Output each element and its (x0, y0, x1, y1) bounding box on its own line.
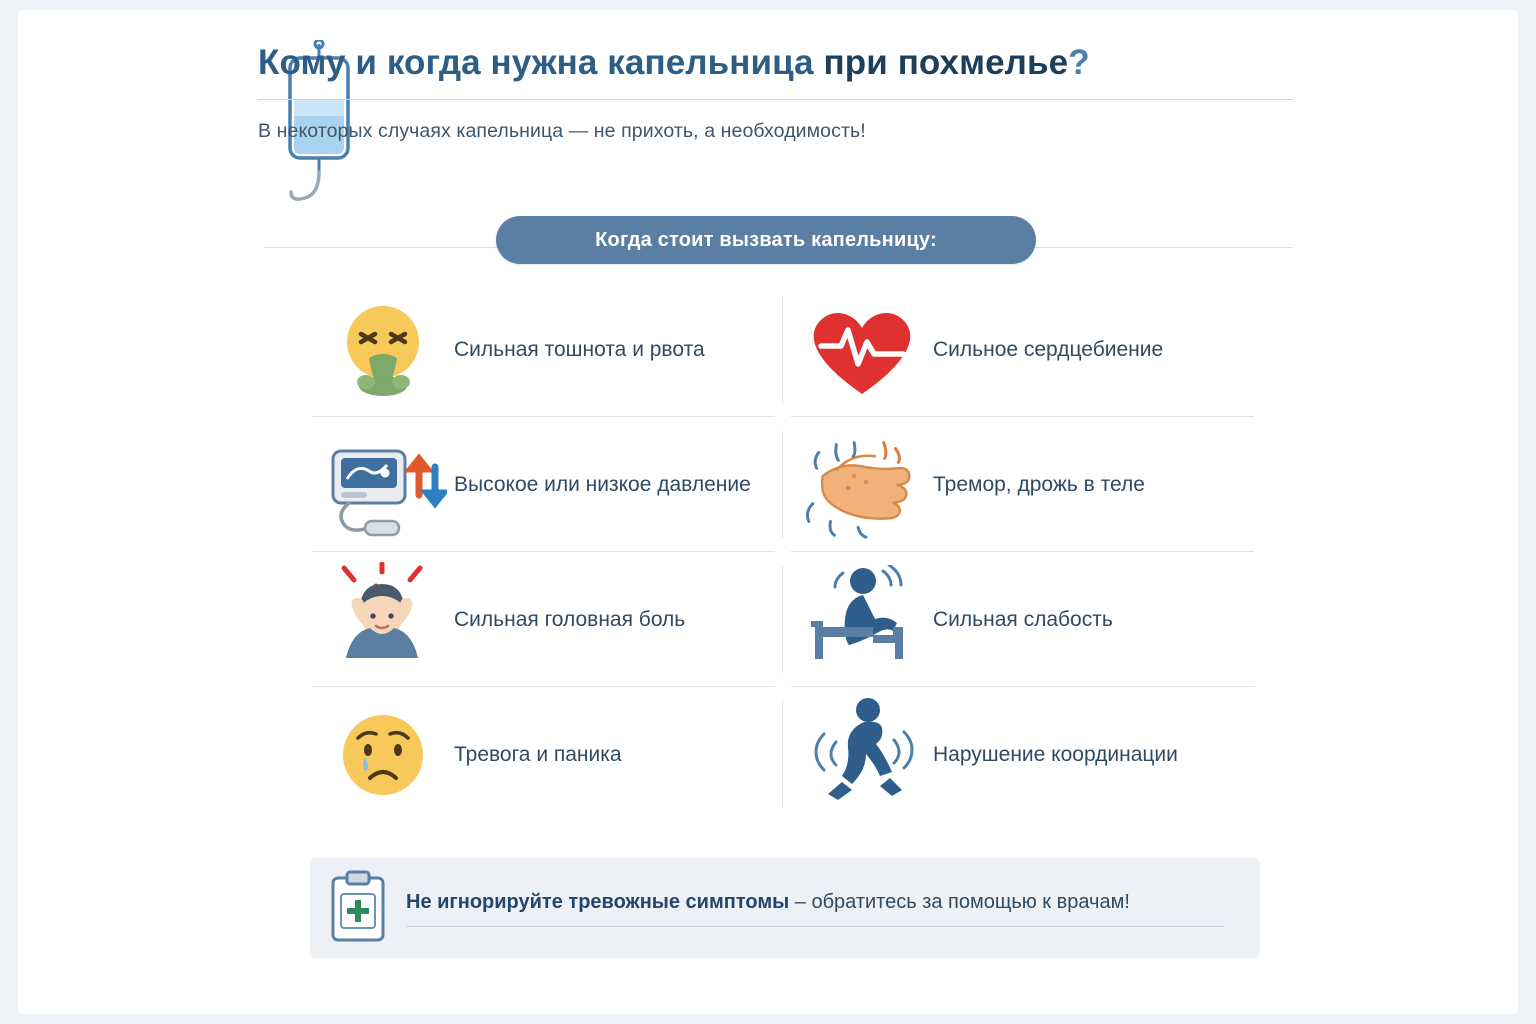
vomiting-face-icon (318, 291, 448, 409)
symptoms-grid (304, 282, 1262, 822)
symptom-item (304, 282, 783, 417)
symptom-label: Сильная головная боль (454, 607, 686, 631)
symptom-label: Сильная слабость (933, 607, 1113, 631)
blood-pressure-monitor-icon (318, 426, 448, 544)
symptom-label: Высокое или низкое давление (454, 472, 751, 496)
footer-text (406, 889, 1248, 927)
header (258, 44, 1288, 143)
title-part-1: Кому и когда нужна капельница (258, 43, 824, 82)
headache-person-icon (318, 561, 448, 679)
title-part-2: при похмелье (823, 43, 1069, 82)
infographic-card (18, 10, 1518, 1014)
footer-note (310, 858, 1260, 958)
symptom-label: Нарушение координации (933, 742, 1178, 766)
unsteady-walking-person-icon (797, 696, 927, 814)
heart-pulse-icon (797, 291, 927, 409)
symptom-label: Тревога и паника (454, 742, 622, 766)
symptom-item (783, 282, 1262, 417)
symptom-item (783, 417, 1262, 552)
symptom-label: Тремор, дрожь в теле (933, 472, 1145, 496)
footer-rest-text: – обратитесь за помощью к врачам! (789, 891, 1130, 913)
footer-bold-text: Не игнорируйте тревожные симптомы (406, 891, 790, 913)
worried-face-icon (318, 696, 448, 814)
symptom-label: Сильная тошнота и рвота (454, 337, 705, 361)
symptom-item (304, 417, 783, 552)
clipboard-medical-icon (310, 870, 406, 946)
symptom-item (783, 552, 1262, 687)
title-divider (258, 99, 1293, 100)
section-banner-label: Когда стоит вызвать капельницу: (595, 228, 937, 251)
subtitle: В некоторых случаях капельница — не прихоть, а необходимость! (258, 119, 866, 142)
symptom-item (304, 687, 783, 822)
symptom-item (304, 552, 783, 687)
title-question-mark: ? (1068, 43, 1090, 82)
page-title (258, 44, 1288, 83)
section-banner (496, 216, 1036, 264)
weak-person-on-bed-icon (797, 561, 927, 679)
symptom-label: Сильное сердцебиение (933, 337, 1164, 361)
footer-divider (406, 926, 1224, 927)
symptom-item (783, 687, 1262, 822)
trembling-hands-icon (797, 426, 927, 544)
